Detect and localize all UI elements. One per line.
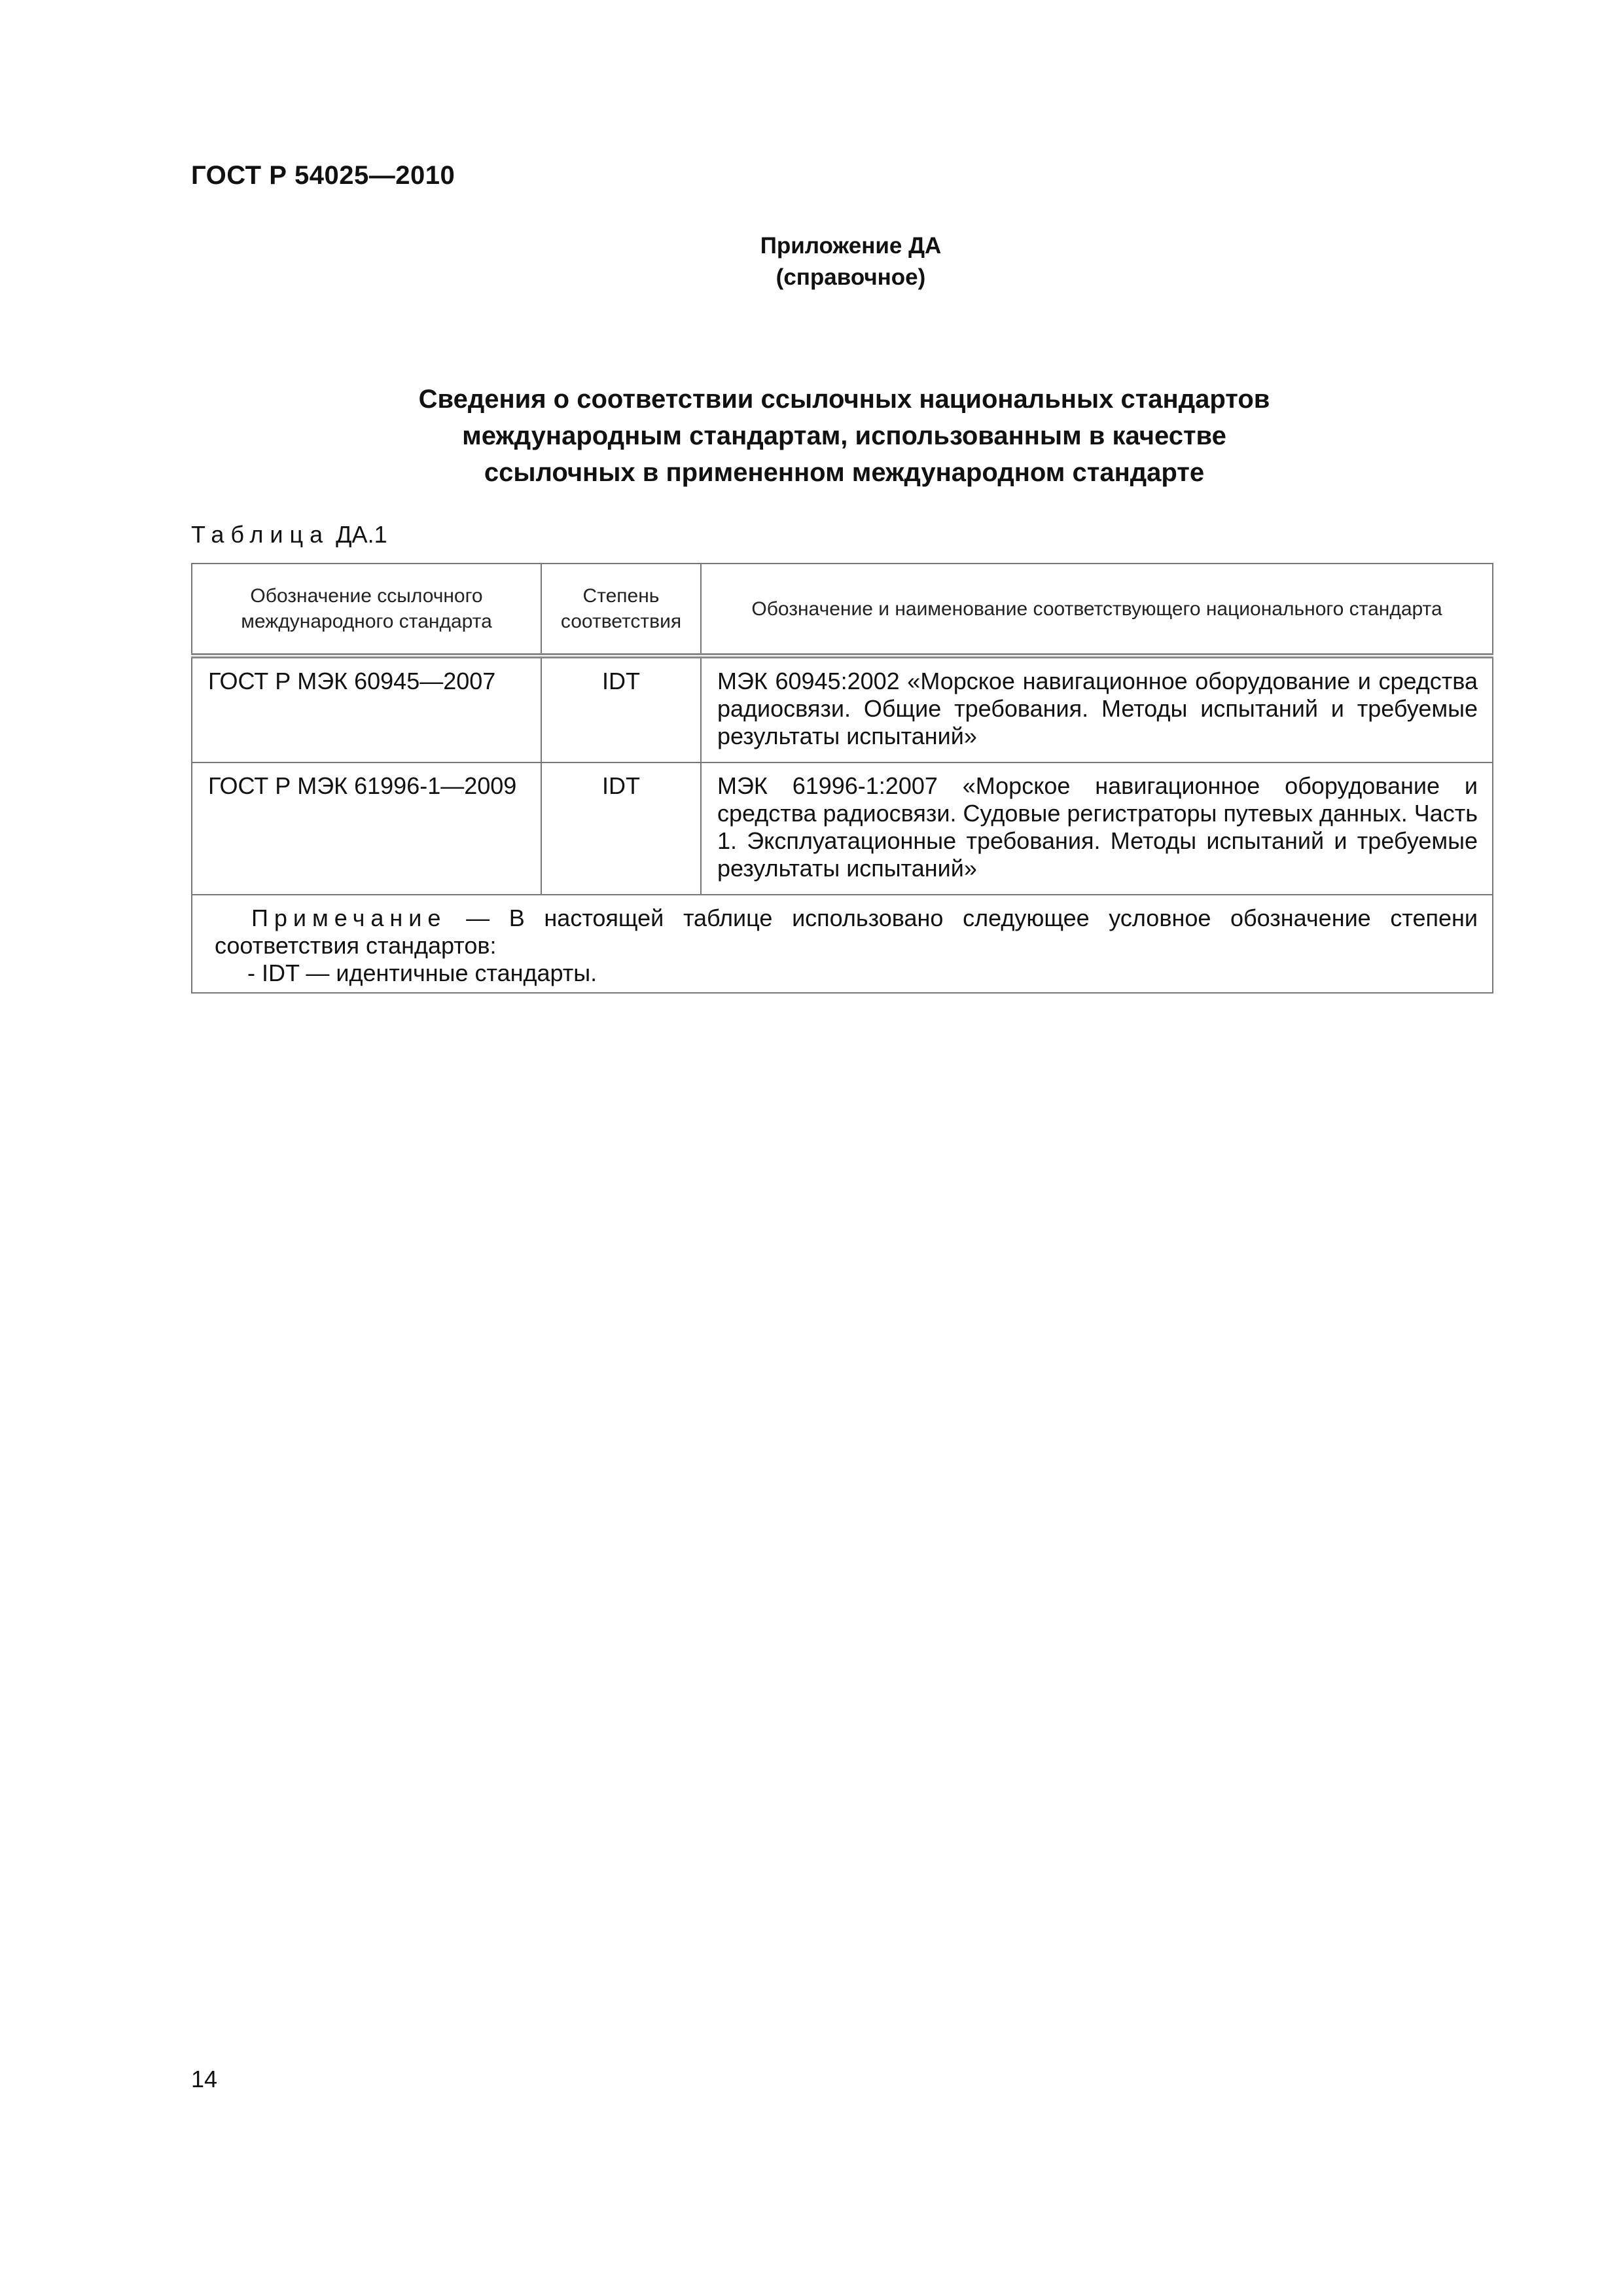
note-label: Примечание [251,905,447,931]
heading-line-3: ссылочных в примененном международном стандарте [484,458,1205,487]
table-caption-word: Таблица [191,521,330,548]
annex-block [681,230,1021,293]
row-2-degree: IDT [541,762,701,895]
table-note [192,895,1493,993]
table-header-row [192,564,1493,656]
section-heading [288,381,1400,491]
table-caption [191,521,387,548]
table-row [192,762,1493,895]
heading-line-2: международным стандартам, использованным в качестве [462,422,1226,450]
row-1-title: МЭК 60945:2002 «Морское навигационное оборудование и средства радиосвязи. Общие требования. Методы испытаний и требуемые результаты испытаний» [701,656,1493,762]
table-note-row [192,895,1493,993]
table-caption-number: ДА.1 [336,521,387,548]
heading-line-1: Сведения о соответствии ссылочных национальных стандартов [418,385,1270,414]
document-code: ГОСТ Р 54025—2010 [191,161,455,190]
column-header-title: Обозначение и наименование соответствующего национального стандарта [701,564,1493,656]
note-text-block [215,905,1478,960]
column-header-degree: Степень соответствия [541,564,701,656]
row-1-degree: IDT [541,656,701,762]
table-row [192,656,1493,762]
row-1-standard: ГОСТ Р МЭК 60945—2007 [192,656,541,762]
annex-title: Приложение ДА [760,233,942,259]
row-2-standard: ГОСТ Р МЭК 61996-1—2009 [192,762,541,895]
column-header-standard: Обозначение ссылочного международного стандарта [192,564,541,656]
note-list-item: - IDT — идентичные стандарты. [247,960,597,986]
standards-table [191,563,1493,994]
row-2-title: МЭК 61996-1:2007 «Морское навигационное оборудование и средства радиосвязи. Судовые регистраторы путевых данных. Часть 1. Эксплуатационные требования. Методы испытаний и требуемые результаты испытаний» [701,762,1493,895]
annex-status: (справочное) [776,264,926,290]
page-number: 14 [191,2066,218,2092]
note-body: — В настоящей таблице использовано следующее условное обозначение степени соответствия стандартов: [215,905,1478,959]
